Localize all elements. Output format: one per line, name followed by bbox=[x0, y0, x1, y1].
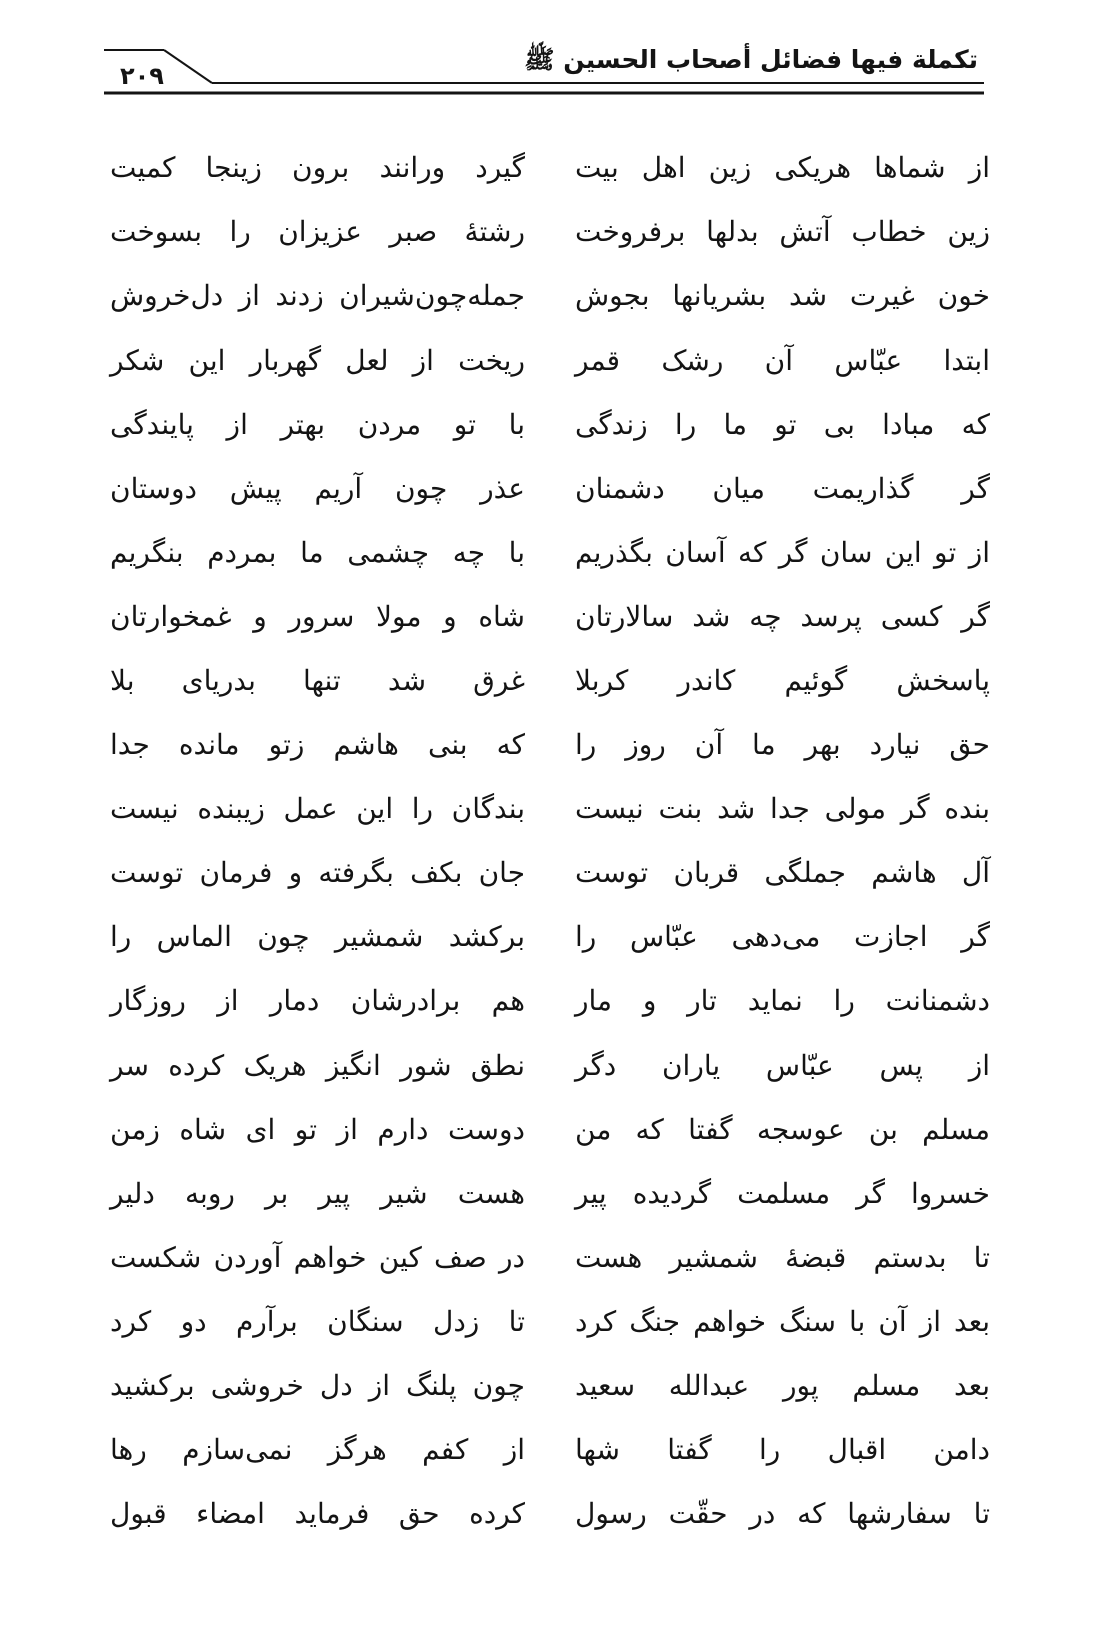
couplet bbox=[110, 841, 990, 905]
couplet bbox=[110, 1097, 990, 1161]
hemistich-right: بعد از آن با سنگ خواهم جنگ کرد bbox=[575, 1304, 990, 1338]
couplet bbox=[110, 1354, 990, 1418]
hemistich-right: پاسخش گوئیم کاندر کربلا bbox=[575, 664, 990, 697]
hemistich-left: نطق شور انگیز هریک کرده سر bbox=[110, 1048, 525, 1082]
hemistich-left: برکشد شمشیر چون الماس را bbox=[110, 920, 525, 954]
hemistich-left: عذر چون آریم پیش دوستان bbox=[110, 471, 525, 505]
hemistich-left: ریخت از لعل گهربار این شکر bbox=[110, 343, 525, 377]
hemistich-right: حق نیارد بهر ما آن روز را bbox=[575, 728, 990, 762]
hemistich-left: در صف کین خواهم آوردن شکست bbox=[110, 1240, 525, 1274]
hemistich-right: که مبادا بی تو ما را زندگی bbox=[575, 407, 990, 441]
hemistich-right: خون غیرت شد بشریانها بجوش bbox=[575, 279, 990, 313]
couplet bbox=[110, 777, 990, 841]
hemistich-left: گیرد ورانند برون زینجا کمیت bbox=[110, 151, 525, 185]
page-number: ۲۰۹ bbox=[120, 62, 164, 90]
hemistich-right: از پس عبّاس یاران دگر bbox=[575, 1048, 990, 1082]
hemistich-right: دشمنانت را نماید تار و مار bbox=[575, 984, 990, 1018]
couplet bbox=[110, 1162, 990, 1226]
hemistich-right: ابتدا عبّاس آن رشک قمر bbox=[575, 343, 990, 377]
hemistich-left: با چه چشمی ما بمردم بنگریم bbox=[110, 535, 525, 569]
hemistich-left: کرده حق فرماید امضاء قبول bbox=[110, 1497, 525, 1531]
couplet bbox=[110, 1033, 990, 1097]
hemistich-left: دوست دارم از تو ای شاه زمن bbox=[110, 1112, 525, 1146]
hemistich-left: از کفم هرگز نمی‌سازم رها bbox=[110, 1433, 525, 1467]
couplet bbox=[110, 1290, 990, 1354]
hemistich-left: جان بکف بگرفته و فرمان توست bbox=[110, 856, 525, 890]
hemistich-right: تا بدستم قبضهٔ شمشیر هست bbox=[575, 1240, 990, 1274]
couplet bbox=[110, 136, 990, 200]
hemistich-left: رشتهٔ صبر عزیزان را بسوخت bbox=[110, 215, 525, 249]
hemistich-right: مسلم بن عوسجه گفتا که من bbox=[575, 1112, 990, 1146]
couplet bbox=[110, 969, 990, 1033]
couplet bbox=[110, 264, 990, 328]
couplet bbox=[110, 585, 990, 649]
hemistich-left: تا زدل سنگان برآرم دو کرد bbox=[110, 1304, 525, 1338]
hemistich-right: از شماها هریکی زین اهل بیت bbox=[575, 151, 990, 185]
couplet bbox=[110, 328, 990, 392]
hemistich-right: بنده گر مولی جدا شد بنت نیست bbox=[575, 792, 990, 826]
hemistich-left: چون پلنگ از دل خروشی برکشید bbox=[110, 1369, 525, 1403]
running-title: تكملة فيها فضائل أصحاب الحسين ﷺ bbox=[524, 45, 978, 74]
hemistich-left: با تو مردن بهتر از پایندگی bbox=[110, 407, 525, 441]
hemistich-right: گر اجازت می‌دهی عبّاس را bbox=[575, 920, 990, 954]
hemistich-right: آل هاشم جملگی قربان توست bbox=[575, 856, 990, 890]
couplet bbox=[110, 1418, 990, 1482]
hemistich-left: جمله‌چون‌شیران زدند از دل‌خروش bbox=[110, 279, 525, 313]
hemistich-left: هم برادرشان دمار از روزگار bbox=[110, 984, 525, 1018]
hemistich-right: تا سفارشها که در حقّت رسول bbox=[575, 1497, 990, 1531]
couplet bbox=[110, 905, 990, 969]
page-header bbox=[104, 38, 984, 102]
hemistich-right: خسروا گر مسلمت گردیده پیر bbox=[575, 1176, 990, 1210]
couplet bbox=[110, 456, 990, 520]
hemistich-right: بعد مسلم پور عبدالله سعید bbox=[575, 1369, 990, 1403]
hemistich-right: دامن اقبال را گفتا شها bbox=[575, 1433, 990, 1467]
couplet bbox=[110, 200, 990, 264]
hemistich-right: از تو این سان گر که آسان بگذریم bbox=[575, 535, 990, 569]
couplet bbox=[110, 521, 990, 585]
hemistich-right: گر گذاریمت میان دشمنان bbox=[575, 471, 990, 505]
hemistich-right: گر کسی پرسد چه شد سالارتان bbox=[575, 599, 990, 633]
hemistich-left: که بنی هاشم زتو مانده جدا bbox=[110, 728, 525, 762]
couplet bbox=[110, 713, 990, 777]
hemistich-left: شاه و مولا سرور و غمخوارتان bbox=[110, 599, 525, 633]
couplet bbox=[110, 649, 990, 713]
couplet bbox=[110, 1482, 990, 1546]
poem-body bbox=[110, 136, 990, 1546]
hemistich-left: غرق شد تنها بدریای بلا bbox=[110, 664, 525, 697]
hemistich-right: زین خطاب آتش بدلها برفروخت bbox=[575, 215, 990, 249]
couplet bbox=[110, 1226, 990, 1290]
couplet bbox=[110, 392, 990, 456]
hemistich-left: بندگان را این عمل زیبنده نیست bbox=[110, 792, 525, 826]
hemistich-left: هست شیر پیر بر روبه دلیر bbox=[110, 1176, 525, 1210]
